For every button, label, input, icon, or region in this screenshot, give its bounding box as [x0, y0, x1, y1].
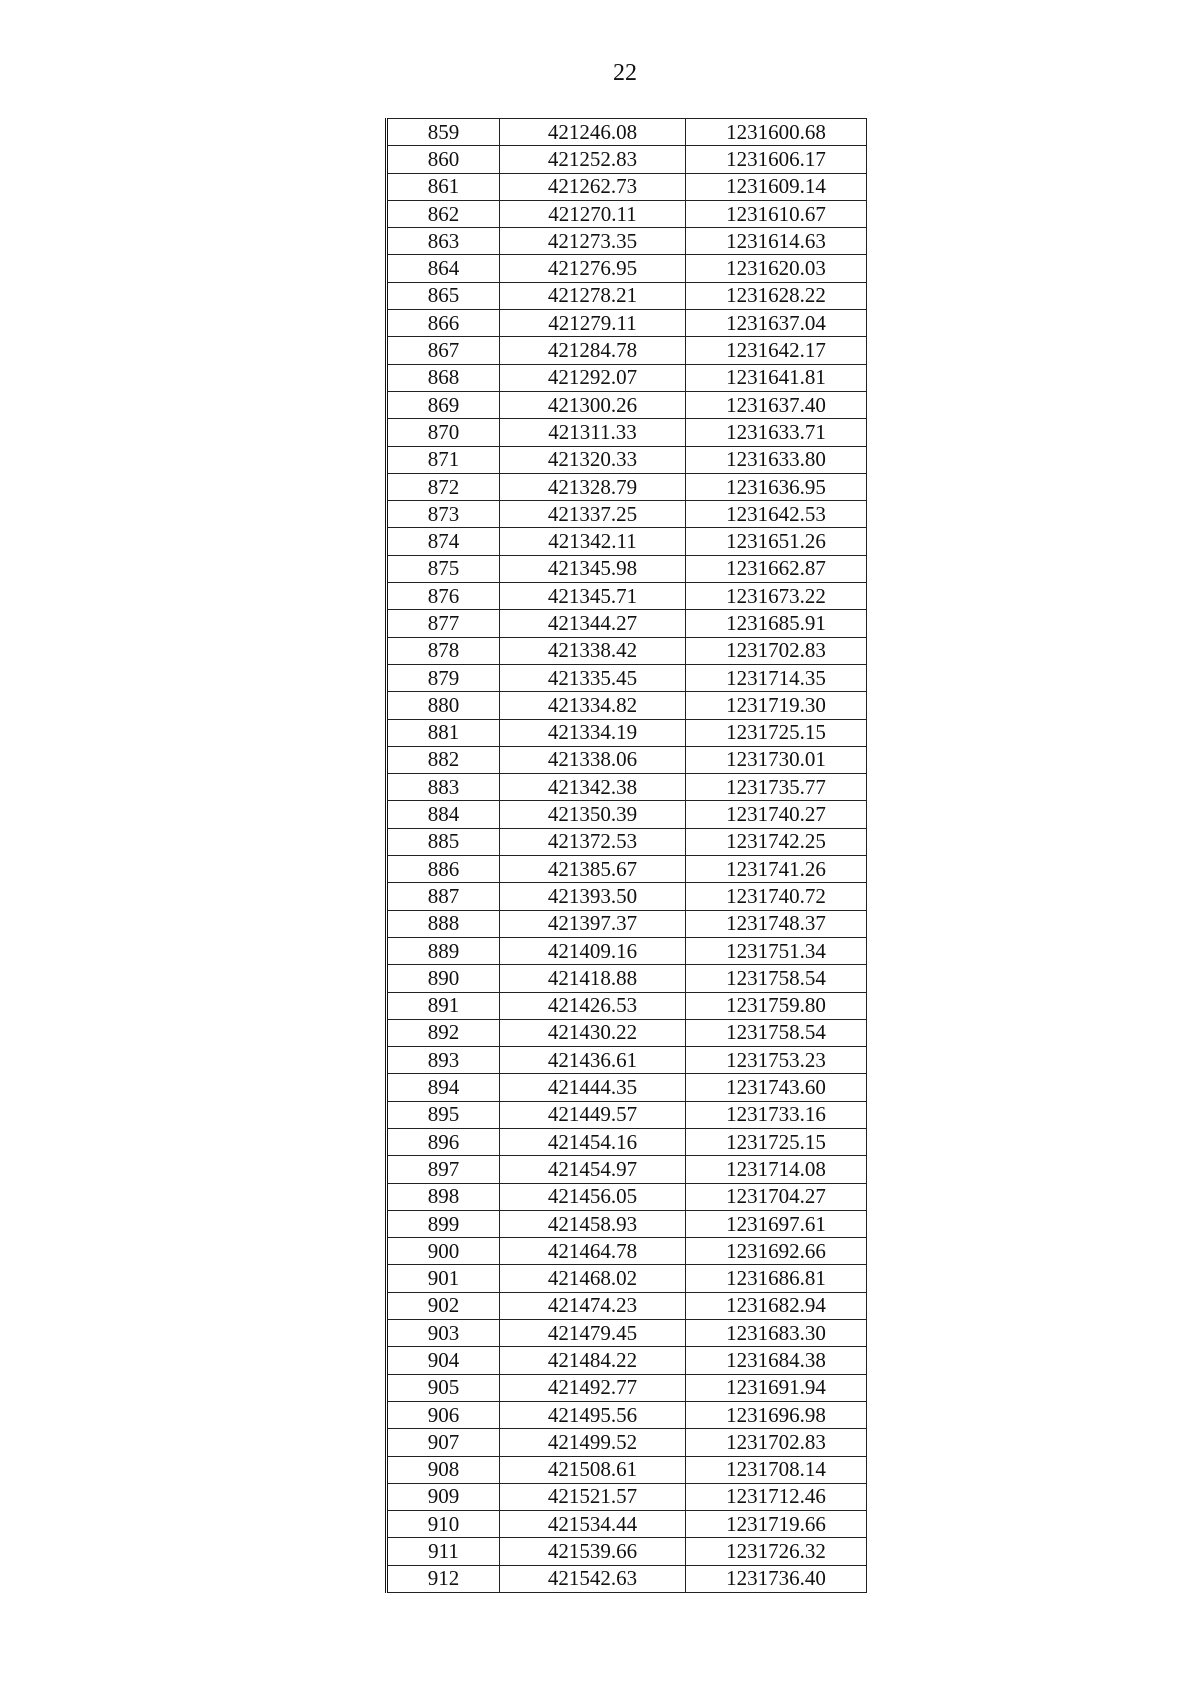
table-row [387, 637, 867, 664]
x-coordinate-cell: 421311.33 [500, 419, 686, 446]
x-coordinate-cell: 421338.42 [500, 637, 686, 664]
x-coordinate-cell: 421252.83 [500, 146, 686, 173]
table-row [387, 828, 867, 855]
y-coordinate-cell: 1231696.98 [686, 1401, 867, 1428]
x-coordinate-cell: 421534.44 [500, 1511, 686, 1538]
point-number-cell: 867 [387, 337, 500, 364]
point-number-cell: 871 [387, 446, 500, 473]
x-coordinate-cell: 421521.57 [500, 1483, 686, 1510]
table-row [387, 610, 867, 637]
point-number-cell: 888 [387, 910, 500, 937]
x-coordinate-cell: 421409.16 [500, 937, 686, 964]
y-coordinate-cell: 1231736.40 [686, 1565, 867, 1592]
x-coordinate-cell: 421337.25 [500, 501, 686, 528]
x-coordinate-cell: 421344.27 [500, 610, 686, 637]
x-coordinate-cell: 421300.26 [500, 391, 686, 418]
point-number-cell: 896 [387, 1128, 500, 1155]
y-coordinate-cell: 1231684.38 [686, 1347, 867, 1374]
point-number-cell: 877 [387, 610, 500, 637]
x-coordinate-cell: 421345.98 [500, 555, 686, 582]
point-number-cell: 890 [387, 965, 500, 992]
x-coordinate-cell: 421246.08 [500, 119, 686, 146]
table-row [387, 119, 867, 146]
y-coordinate-cell: 1231719.66 [686, 1511, 867, 1538]
point-number-cell: 881 [387, 719, 500, 746]
y-coordinate-cell: 1231673.22 [686, 583, 867, 610]
x-coordinate-cell: 421273.35 [500, 228, 686, 255]
x-coordinate-cell: 421397.37 [500, 910, 686, 937]
point-number-cell: 878 [387, 637, 500, 664]
table-row [387, 473, 867, 500]
table-row [387, 282, 867, 309]
x-coordinate-cell: 421350.39 [500, 801, 686, 828]
table-row [387, 501, 867, 528]
point-number-cell: 862 [387, 200, 500, 227]
y-coordinate-cell: 1231633.80 [686, 446, 867, 473]
y-coordinate-cell: 1231741.26 [686, 856, 867, 883]
table-row [387, 1156, 867, 1183]
x-coordinate-cell: 421495.56 [500, 1401, 686, 1428]
point-number-cell: 895 [387, 1101, 500, 1128]
table-row [387, 774, 867, 801]
y-coordinate-cell: 1231642.53 [686, 501, 867, 528]
y-coordinate-cell: 1231682.94 [686, 1292, 867, 1319]
y-coordinate-cell: 1231725.15 [686, 1128, 867, 1155]
y-coordinate-cell: 1231726.32 [686, 1538, 867, 1565]
table-row [387, 1183, 867, 1210]
coordinates-table [385, 118, 867, 1593]
x-coordinate-cell: 421393.50 [500, 883, 686, 910]
point-number-cell: 883 [387, 774, 500, 801]
y-coordinate-cell: 1231751.34 [686, 937, 867, 964]
y-coordinate-cell: 1231714.35 [686, 664, 867, 691]
point-number-cell: 911 [387, 1538, 500, 1565]
point-number-cell: 897 [387, 1156, 500, 1183]
y-coordinate-cell: 1231686.81 [686, 1265, 867, 1292]
y-coordinate-cell: 1231685.91 [686, 610, 867, 637]
table-row [387, 1565, 867, 1592]
table-row [387, 664, 867, 691]
y-coordinate-cell: 1231662.87 [686, 555, 867, 582]
table-row [387, 1292, 867, 1319]
y-coordinate-cell: 1231719.30 [686, 692, 867, 719]
x-coordinate-cell: 421262.73 [500, 173, 686, 200]
x-coordinate-cell: 421430.22 [500, 1019, 686, 1046]
table-row [387, 992, 867, 1019]
y-coordinate-cell: 1231651.26 [686, 528, 867, 555]
x-coordinate-cell: 421328.79 [500, 473, 686, 500]
y-coordinate-cell: 1231753.23 [686, 1047, 867, 1074]
x-coordinate-cell: 421335.45 [500, 664, 686, 691]
y-coordinate-cell: 1231740.72 [686, 883, 867, 910]
table-row [387, 910, 867, 937]
point-number-cell: 909 [387, 1483, 500, 1510]
table-row [387, 1347, 867, 1374]
y-coordinate-cell: 1231697.61 [686, 1210, 867, 1237]
table-row [387, 337, 867, 364]
table-row [387, 1019, 867, 1046]
x-coordinate-cell: 421499.52 [500, 1429, 686, 1456]
y-coordinate-cell: 1231637.04 [686, 310, 867, 337]
table-row [387, 1074, 867, 1101]
table-row [387, 937, 867, 964]
point-number-cell: 876 [387, 583, 500, 610]
table-row [387, 1401, 867, 1428]
table-row [387, 555, 867, 582]
table-row [387, 1265, 867, 1292]
table-row [387, 746, 867, 773]
x-coordinate-cell: 421292.07 [500, 364, 686, 391]
table-row [387, 1210, 867, 1237]
x-coordinate-cell: 421270.11 [500, 200, 686, 227]
y-coordinate-cell: 1231637.40 [686, 391, 867, 418]
coordinates-table-wrapper [385, 118, 865, 1593]
point-number-cell: 901 [387, 1265, 500, 1292]
page-number: 22 [613, 60, 637, 86]
y-coordinate-cell: 1231702.83 [686, 1429, 867, 1456]
point-number-cell: 910 [387, 1511, 500, 1538]
x-coordinate-cell: 421468.02 [500, 1265, 686, 1292]
y-coordinate-cell: 1231725.15 [686, 719, 867, 746]
x-coordinate-cell: 421474.23 [500, 1292, 686, 1319]
table-row [387, 801, 867, 828]
y-coordinate-cell: 1231743.60 [686, 1074, 867, 1101]
table-row [387, 1429, 867, 1456]
point-number-cell: 903 [387, 1320, 500, 1347]
y-coordinate-cell: 1231636.95 [686, 473, 867, 500]
x-coordinate-cell: 421342.38 [500, 774, 686, 801]
point-number-cell: 908 [387, 1456, 500, 1483]
y-coordinate-cell: 1231691.94 [686, 1374, 867, 1401]
x-coordinate-cell: 421334.19 [500, 719, 686, 746]
y-coordinate-cell: 1231758.54 [686, 965, 867, 992]
point-number-cell: 882 [387, 746, 500, 773]
x-coordinate-cell: 421454.97 [500, 1156, 686, 1183]
x-coordinate-cell: 421426.53 [500, 992, 686, 1019]
x-coordinate-cell: 421278.21 [500, 282, 686, 309]
y-coordinate-cell: 1231712.46 [686, 1483, 867, 1510]
point-number-cell: 861 [387, 173, 500, 200]
x-coordinate-cell: 421338.06 [500, 746, 686, 773]
point-number-cell: 880 [387, 692, 500, 719]
x-coordinate-cell: 421464.78 [500, 1238, 686, 1265]
table-row [387, 173, 867, 200]
table-row [387, 1047, 867, 1074]
x-coordinate-cell: 421508.61 [500, 1456, 686, 1483]
x-coordinate-cell: 421492.77 [500, 1374, 686, 1401]
x-coordinate-cell: 421454.16 [500, 1128, 686, 1155]
x-coordinate-cell: 421444.35 [500, 1074, 686, 1101]
y-coordinate-cell: 1231606.17 [686, 146, 867, 173]
y-coordinate-cell: 1231704.27 [686, 1183, 867, 1210]
x-coordinate-cell: 421345.71 [500, 583, 686, 610]
table-row [387, 965, 867, 992]
table-row [387, 446, 867, 473]
point-number-cell: 902 [387, 1292, 500, 1319]
x-coordinate-cell: 421449.57 [500, 1101, 686, 1128]
table-row [387, 883, 867, 910]
table-row [387, 692, 867, 719]
point-number-cell: 884 [387, 801, 500, 828]
y-coordinate-cell: 1231633.71 [686, 419, 867, 446]
table-row [387, 1374, 867, 1401]
y-coordinate-cell: 1231708.14 [686, 1456, 867, 1483]
point-number-cell: 868 [387, 364, 500, 391]
x-coordinate-cell: 421284.78 [500, 337, 686, 364]
point-number-cell: 865 [387, 282, 500, 309]
point-number-cell: 900 [387, 1238, 500, 1265]
coordinates-table-body [387, 119, 867, 1593]
table-row [387, 391, 867, 418]
table-row [387, 719, 867, 746]
x-coordinate-cell: 421542.63 [500, 1565, 686, 1592]
x-coordinate-cell: 421342.11 [500, 528, 686, 555]
y-coordinate-cell: 1231683.30 [686, 1320, 867, 1347]
table-row [387, 364, 867, 391]
y-coordinate-cell: 1231730.01 [686, 746, 867, 773]
point-number-cell: 870 [387, 419, 500, 446]
y-coordinate-cell: 1231609.14 [686, 173, 867, 200]
x-coordinate-cell: 421276.95 [500, 255, 686, 282]
y-coordinate-cell: 1231614.63 [686, 228, 867, 255]
x-coordinate-cell: 421385.67 [500, 856, 686, 883]
point-number-cell: 864 [387, 255, 500, 282]
table-row [387, 1128, 867, 1155]
point-number-cell: 894 [387, 1074, 500, 1101]
x-coordinate-cell: 421320.33 [500, 446, 686, 473]
y-coordinate-cell: 1231742.25 [686, 828, 867, 855]
point-number-cell: 907 [387, 1429, 500, 1456]
y-coordinate-cell: 1231733.16 [686, 1101, 867, 1128]
x-coordinate-cell: 421484.22 [500, 1347, 686, 1374]
y-coordinate-cell: 1231740.27 [686, 801, 867, 828]
table-row [387, 310, 867, 337]
y-coordinate-cell: 1231714.08 [686, 1156, 867, 1183]
point-number-cell: 893 [387, 1047, 500, 1074]
point-number-cell: 860 [387, 146, 500, 173]
point-number-cell: 892 [387, 1019, 500, 1046]
point-number-cell: 886 [387, 856, 500, 883]
y-coordinate-cell: 1231692.66 [686, 1238, 867, 1265]
x-coordinate-cell: 421458.93 [500, 1210, 686, 1237]
table-row [387, 1101, 867, 1128]
table-row [387, 1538, 867, 1565]
table-row [387, 1483, 867, 1510]
point-number-cell: 885 [387, 828, 500, 855]
x-coordinate-cell: 421418.88 [500, 965, 686, 992]
table-row [387, 200, 867, 227]
y-coordinate-cell: 1231748.37 [686, 910, 867, 937]
point-number-cell: 859 [387, 119, 500, 146]
point-number-cell: 898 [387, 1183, 500, 1210]
point-number-cell: 866 [387, 310, 500, 337]
y-coordinate-cell: 1231702.83 [686, 637, 867, 664]
point-number-cell: 912 [387, 1565, 500, 1592]
y-coordinate-cell: 1231610.67 [686, 200, 867, 227]
point-number-cell: 872 [387, 473, 500, 500]
point-number-cell: 879 [387, 664, 500, 691]
y-coordinate-cell: 1231758.54 [686, 1019, 867, 1046]
y-coordinate-cell: 1231620.03 [686, 255, 867, 282]
x-coordinate-cell: 421456.05 [500, 1183, 686, 1210]
point-number-cell: 869 [387, 391, 500, 418]
table-row [387, 1238, 867, 1265]
point-number-cell: 863 [387, 228, 500, 255]
point-number-cell: 891 [387, 992, 500, 1019]
x-coordinate-cell: 421436.61 [500, 1047, 686, 1074]
table-row [387, 856, 867, 883]
point-number-cell: 873 [387, 501, 500, 528]
point-number-cell: 899 [387, 1210, 500, 1237]
point-number-cell: 875 [387, 555, 500, 582]
table-row [387, 1456, 867, 1483]
y-coordinate-cell: 1231759.80 [686, 992, 867, 1019]
point-number-cell: 887 [387, 883, 500, 910]
y-coordinate-cell: 1231628.22 [686, 282, 867, 309]
table-row [387, 583, 867, 610]
y-coordinate-cell: 1231642.17 [686, 337, 867, 364]
x-coordinate-cell: 421334.82 [500, 692, 686, 719]
table-row [387, 255, 867, 282]
point-number-cell: 889 [387, 937, 500, 964]
table-row [387, 228, 867, 255]
x-coordinate-cell: 421479.45 [500, 1320, 686, 1347]
point-number-cell: 905 [387, 1374, 500, 1401]
x-coordinate-cell: 421539.66 [500, 1538, 686, 1565]
y-coordinate-cell: 1231600.68 [686, 119, 867, 146]
y-coordinate-cell: 1231641.81 [686, 364, 867, 391]
point-number-cell: 906 [387, 1401, 500, 1428]
x-coordinate-cell: 421372.53 [500, 828, 686, 855]
point-number-cell: 904 [387, 1347, 500, 1374]
y-coordinate-cell: 1231735.77 [686, 774, 867, 801]
table-row [387, 146, 867, 173]
table-row [387, 528, 867, 555]
table-row [387, 1511, 867, 1538]
table-row [387, 1320, 867, 1347]
x-coordinate-cell: 421279.11 [500, 310, 686, 337]
table-row [387, 419, 867, 446]
point-number-cell: 874 [387, 528, 500, 555]
